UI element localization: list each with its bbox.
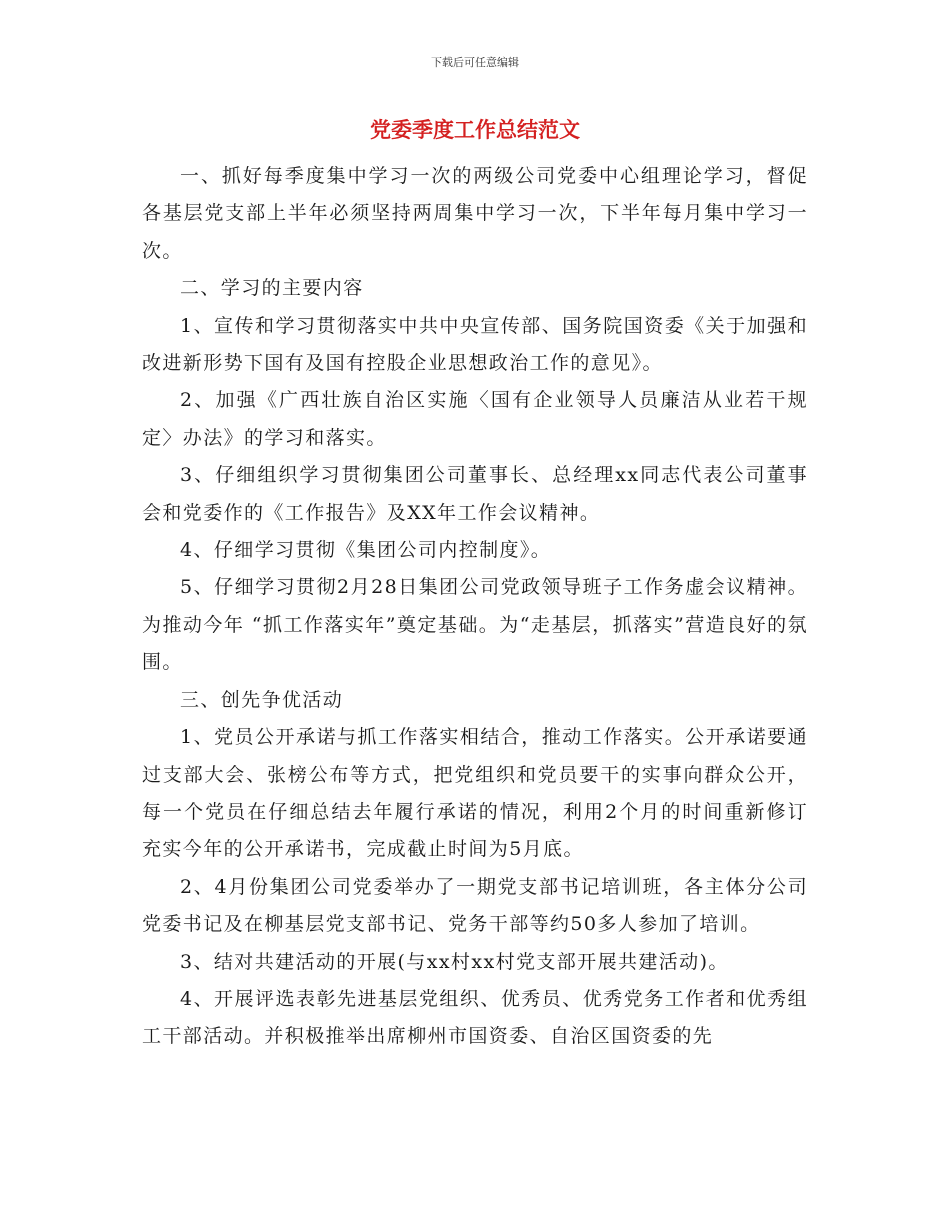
paragraph-item-2-1: 1、宣传和学习贯彻落实中共中央宣传部、国务院国资委《关于加强和改进新形势下国有及国有控股企业思想政治工作的意见》。: [142, 314, 808, 375]
paragraph-item-2-2: 2、加强《广西壮族自治区实施〈国有企业领导人员廉洁从业若干规定〉办法》的学习和落实。: [142, 389, 808, 449]
document-title: 党委季度工作总结范文: [370, 117, 580, 142]
paragraph-item-3-1: 1、党员公开承诺与抓工作落实相结合，推动工作落实。公开承诺要通过支部大会、张榜公布等方式，把党组织和党员要干的实事向群众公开，每一个党员在仔细总结去年履行承诺的情况，利用2个月的时间重新修订充实今年的公开承诺书，完成截止时间为5月底。: [142, 726, 808, 861]
paragraph-1: 一、抓好每季度集中学习一次的两级公司党委中心组理论学习，督促各基层党支部上半年必须坚持两周集中学习一次，下半年每月集中学习一次。: [142, 165, 808, 262]
header-note: 下载后可任意编辑: [431, 56, 519, 69]
paragraph-item-2-4: 4、仔细学习贯彻《集团公司内控制度》。: [180, 539, 552, 562]
paragraph-item-2-5: 5、仔细学习贯彻2月28日集团公司党政领导班子工作务虚会议精神。为推动今年 “抓工作落实年”奠定基础。为“走基层，抓落实”营造良好的氛围。: [142, 576, 808, 674]
paragraph-item-3-2: 2、4月份集团公司党委举办了一期党支部书记培训班，各主体分公司党委书记及在柳基层党支部书记、党务干部等约50多人参加了培训。: [142, 875, 808, 936]
document-body: [142, 158, 808, 1056]
paragraph-item-3-3: 3、结对共建活动的开展(与xx村xx村党支部开展共建活动)。: [180, 950, 729, 973]
paragraph-item-3-4: 4、开展评选表彰先进基层党组织、优秀员、优秀党务工作者和优秀组工干部活动。并积极推举出席柳州市国资委、自治区国资委的先: [142, 987, 808, 1048]
paragraph-item-2-3: 3、仔细组织学习贯彻集团公司董事长、总经理xx同志代表公司董事会和党委作的《工作报告》及XX年工作会议精神。: [142, 464, 808, 524]
section-heading-2: 二、学习的主要内容: [180, 277, 364, 300]
section-heading-3: 三、创先争优活动: [180, 688, 344, 711]
